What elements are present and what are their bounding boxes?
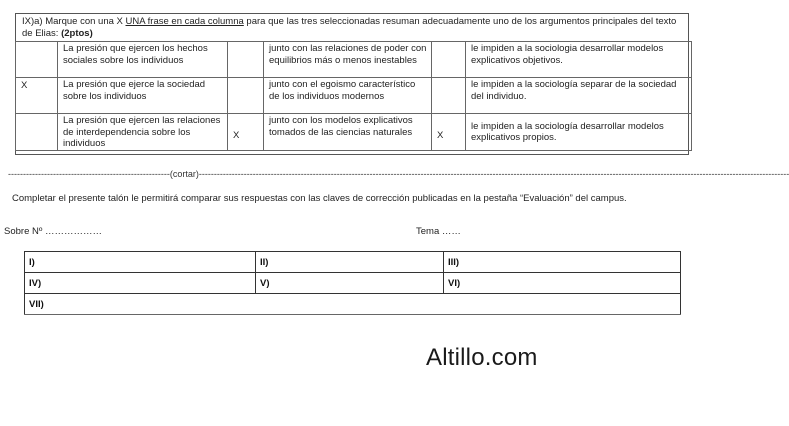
option-text: junto con el egoismo característico de los individuos modernos (264, 78, 432, 114)
question-heading (16, 14, 688, 42)
answer-cell[interactable]: VI) (444, 273, 681, 294)
mark-cell[interactable] (16, 114, 58, 151)
answer-cell[interactable]: III) (444, 252, 681, 273)
options-table (15, 41, 692, 151)
instructions-text: Completar el presente talón le permitirá comparar sus respuestas con las claves de corrección publicadas en la pestaña “Evaluación” del campus. (12, 193, 627, 204)
answer-cell[interactable]: IV) (25, 273, 256, 294)
options-row (16, 78, 692, 114)
option-text: le impiden a la sociología separar de la sociedad del individuo. (466, 78, 692, 114)
answer-row (25, 294, 681, 315)
answer-row (25, 273, 681, 294)
option-text: junto con los modelos explicativos tomados de las ciencias naturales (264, 114, 432, 151)
mark-cell[interactable] (432, 78, 466, 114)
mark-cell[interactable] (16, 42, 58, 78)
cut-label: (cortar) (169, 169, 199, 179)
tema-field[interactable]: Tema …… (416, 226, 461, 237)
mark-cell[interactable] (228, 78, 264, 114)
mark-cell[interactable]: X (432, 114, 466, 151)
option-text: le impiden a la sociologia desarrollar modelos explicativos objetivos. (466, 42, 692, 78)
watermark-logo: Altillo.com (426, 344, 538, 371)
option-text: La presión que ejerce la sociedad sobre los individuos (58, 78, 228, 114)
sobre-field[interactable]: Sobre Nº ……………… (4, 226, 102, 237)
answer-cell[interactable]: VII) (25, 294, 681, 315)
answer-cell[interactable]: I) (25, 252, 256, 273)
question-rest: para que las tres seleccionadas resuman adecuadamente uno de los argumentos principales del texto de Elias: (22, 16, 677, 39)
answer-row (25, 252, 681, 273)
mark-cell[interactable]: X (16, 78, 58, 114)
answer-cell[interactable]: II) (256, 252, 444, 273)
mark-cell[interactable]: X (228, 114, 264, 151)
question-box (15, 13, 689, 155)
question-points: (2ptos) (61, 27, 93, 39)
option-text: La presión que ejercen las relaciones de interdependencia sobre los individuos (58, 114, 228, 151)
answer-cell[interactable]: V) (256, 273, 444, 294)
cut-line: ------------------------------------------------------(cortar)----------------------------------------------------------------------------------------------------------------------------------------------------------------------------------------------------- (8, 169, 789, 179)
question-prefix: IX)a) Marque con una X (22, 16, 126, 27)
options-row (16, 42, 692, 78)
option-text: le impiden a la sociología desarrollar modelos explicativos propios. (466, 114, 692, 151)
option-text: junto con las relaciones de poder con equilibrios más o menos inestables (264, 42, 432, 78)
option-text: La presión que ejercen los hechos sociales sobre los individuos (58, 42, 228, 78)
question-underlined: UNA frase en cada columna (125, 16, 244, 27)
mark-cell[interactable] (228, 42, 264, 78)
mark-cell[interactable] (432, 42, 466, 78)
answer-grid (24, 251, 681, 315)
options-row (16, 114, 692, 151)
